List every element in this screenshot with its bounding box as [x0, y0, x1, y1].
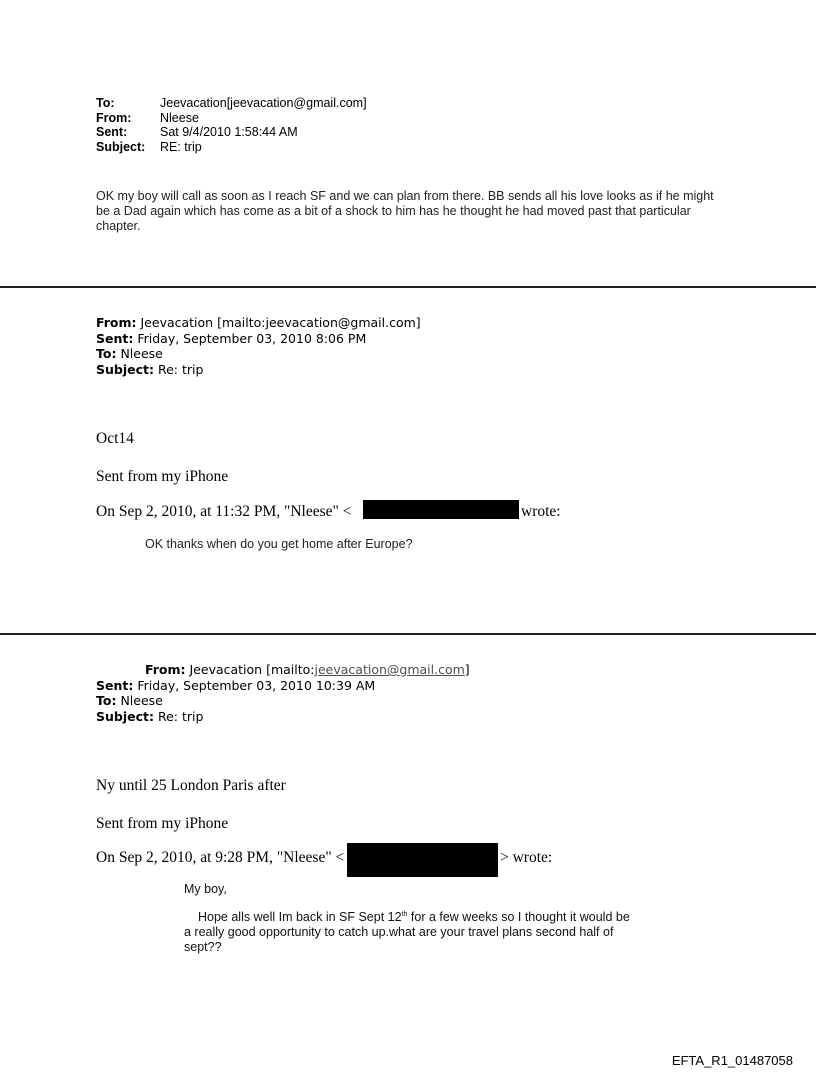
email1-body: OK my boy will call as soon as I reach SF and we can plan from there. BB sends all his love looks as if he might be a Dad again which has come as a bit of a shock to him has he thought he had moved past that particular chapter.	[96, 189, 714, 233]
subject-label: Subject:	[96, 708, 154, 724]
subject-value: Re: trip	[157, 708, 204, 724]
subject-label: Subject:	[96, 361, 154, 377]
document-id: EFTA_R1_01487058	[671, 1053, 793, 1068]
email3-attribution-start: On Sep 2, 2010, at 9:28 PM, "Nleese" <	[96, 849, 345, 866]
from-label: From:	[96, 110, 132, 125]
email2-quoted-text: OK thanks when do you get home after Europe?	[145, 537, 413, 551]
to-label: To:	[96, 346, 117, 361]
quoted-paragraph	[184, 910, 634, 955]
from-prefix: Jeevacation [mailto:	[189, 662, 315, 677]
quoted-greeting: My boy,	[184, 882, 227, 896]
email2-subject-row	[96, 362, 421, 378]
ordinal-suffix: th	[401, 910, 408, 918]
sent-label: Sent:	[96, 330, 134, 346]
email2-from-row	[96, 315, 421, 331]
email1-header	[96, 96, 367, 154]
divider	[0, 286, 816, 288]
sent-value: Friday, September 03, 2010 10:39 AM	[137, 677, 376, 693]
to-label: To:	[96, 693, 117, 708]
email3-attribution-end: > wrote:	[500, 849, 553, 866]
to-value: Nleese	[120, 346, 163, 361]
email2-attribution-start: On Sep 2, 2010, at 11:32 PM, "Nleese" <	[96, 503, 352, 520]
email3-header	[96, 662, 470, 724]
email3-quoted-text	[184, 882, 634, 955]
email2-body: Oct14	[96, 430, 134, 447]
email3-to-row	[96, 693, 470, 709]
from-value: Nleese	[160, 110, 199, 125]
sent-value: Friday, September 03, 2010 8:06 PM	[137, 330, 367, 346]
email3-sent-row	[96, 678, 470, 694]
to-value: Jeevacation[jeevacation@gmail.com]	[160, 96, 367, 110]
to-value: Nleese	[120, 693, 163, 708]
to-label: To:	[96, 96, 115, 110]
sent-value: Sat 9/4/2010 1:58:44 AM	[160, 125, 298, 139]
subject-value: RE: trip	[160, 139, 202, 154]
redaction-box	[347, 843, 498, 877]
redaction-box	[363, 500, 519, 519]
email2-signature: Sent from my iPhone	[96, 468, 229, 485]
email1-subject-row	[96, 140, 367, 155]
from-label: From:	[145, 662, 186, 677]
email1-from-row	[96, 111, 367, 126]
quoted-text-part1: Hope alls well Im back in SF Sept 12	[198, 910, 402, 924]
subject-value: Re: trip	[157, 361, 204, 377]
email2-attribution-end: wrote:	[521, 503, 561, 520]
email3-signature: Sent from my iPhone	[96, 815, 229, 832]
email1-sent-row	[96, 125, 367, 140]
sent-label: Sent:	[96, 125, 128, 139]
email2-header	[96, 315, 421, 377]
subject-label: Subject:	[96, 139, 146, 154]
divider	[0, 633, 816, 635]
email1-to-row	[96, 96, 367, 111]
email2-to-row	[96, 346, 421, 362]
email2-sent-row	[96, 331, 421, 347]
email3-subject-row	[96, 709, 470, 725]
from-suffix: ]	[464, 662, 470, 677]
sent-label: Sent:	[96, 677, 134, 693]
email3-body: Ny until 25 London Paris after	[96, 777, 286, 794]
email-link[interactable]: jeevacation@gmail.com	[314, 662, 465, 677]
from-label: From:	[96, 315, 137, 330]
email3-from-row	[96, 662, 470, 678]
quoted-text-part2: for a few weeks so I thought it would be a really good opportunity to catch up.what are your travel plans second half of sept??	[184, 910, 630, 954]
from-value: Jeevacation [mailto:jeevacation@gmail.com]	[140, 315, 421, 330]
